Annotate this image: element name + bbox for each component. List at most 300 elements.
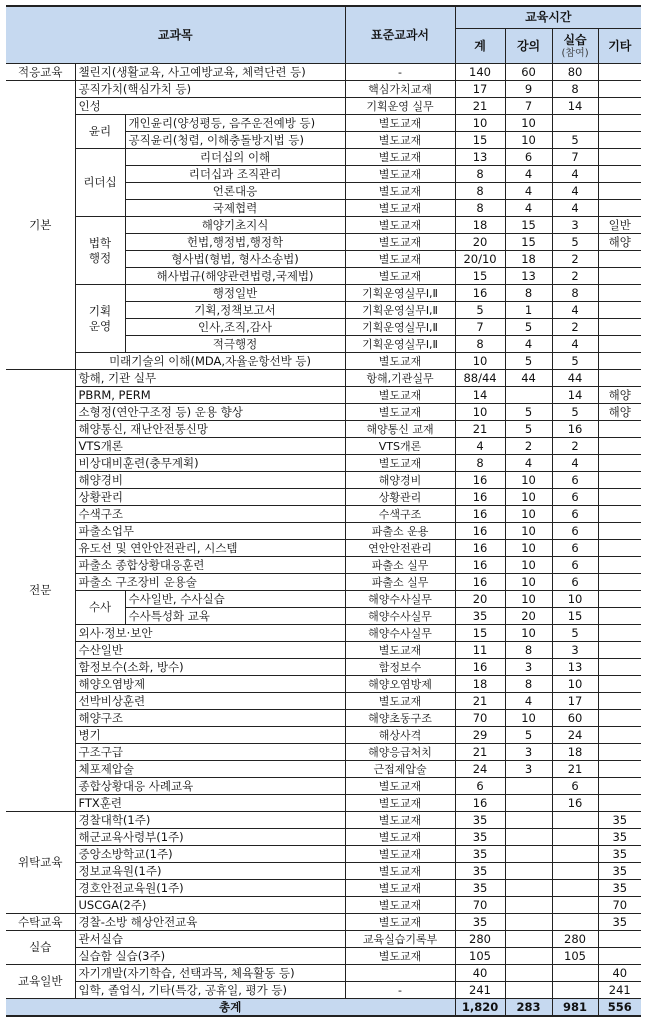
table-row bbox=[6, 965, 641, 982]
other-cell: 35 bbox=[598, 846, 641, 863]
practice-hours-cell: 44 bbox=[552, 370, 598, 387]
total-hours-cell: 14 bbox=[455, 387, 505, 404]
textbook-cell: 별도교재 bbox=[345, 693, 455, 710]
total-hours-cell: 35 bbox=[455, 863, 505, 880]
textbook-cell: 별도교재 bbox=[345, 217, 455, 234]
total-hours-cell: 105 bbox=[455, 948, 505, 965]
practice-hours-cell: 14 bbox=[552, 98, 598, 115]
textbook-cell: 파출소 실무 bbox=[345, 574, 455, 591]
lecture-hours-cell: 9 bbox=[505, 81, 552, 98]
header-practice bbox=[552, 29, 598, 64]
textbook-cell: 별도교재 bbox=[345, 268, 455, 285]
total-hours-cell: 16 bbox=[455, 540, 505, 557]
total-hours-cell: 35 bbox=[455, 608, 505, 625]
subject-cell: 체포제압술 bbox=[75, 761, 345, 778]
practice-hours-cell: 10 bbox=[552, 676, 598, 693]
other-cell bbox=[598, 948, 641, 965]
practice-hours-cell: 6 bbox=[552, 472, 598, 489]
textbook-cell: 별도교재 bbox=[345, 132, 455, 149]
table-row bbox=[6, 387, 641, 404]
other-cell bbox=[598, 693, 641, 710]
table-row bbox=[6, 914, 641, 931]
total-hours-cell: 21 bbox=[455, 693, 505, 710]
lecture-hours-cell: 5 bbox=[505, 353, 552, 370]
other-cell bbox=[598, 506, 641, 523]
other-cell bbox=[598, 710, 641, 727]
category-cell: 전문 bbox=[6, 370, 75, 812]
textbook-cell: 해양초동구조 bbox=[345, 710, 455, 727]
total-hours-cell: 21 bbox=[455, 98, 505, 115]
subject-cell: 상황관리 bbox=[75, 489, 345, 506]
lecture-hours-cell: 1 bbox=[505, 302, 552, 319]
practice-hours-cell: 5 bbox=[552, 132, 598, 149]
header-practice-sub: (참여) bbox=[561, 48, 589, 59]
header-subject: 교과목 bbox=[6, 6, 345, 64]
other-cell: 35 bbox=[598, 863, 641, 880]
lecture-hours-cell: 4 bbox=[505, 693, 552, 710]
practice-hours-cell: 2 bbox=[552, 319, 598, 336]
total-hours-cell: 35 bbox=[455, 914, 505, 931]
subject-cell: 항해, 기관 실무 bbox=[75, 370, 345, 387]
total-hours-cell: 4 bbox=[455, 438, 505, 455]
lecture-hours-cell: 5 bbox=[505, 421, 552, 438]
lecture-hours-cell: 15 bbox=[505, 217, 552, 234]
other-cell bbox=[598, 523, 641, 540]
textbook-cell: 별도교재 bbox=[345, 812, 455, 829]
total-hours-cell: 35 bbox=[455, 880, 505, 897]
other-cell: 241 bbox=[598, 982, 641, 999]
table-row bbox=[6, 846, 641, 863]
lecture-hours-cell: 3 bbox=[505, 761, 552, 778]
subject-cell: 종합상황대응 사례교육 bbox=[75, 778, 345, 795]
practice-hours-cell: 4 bbox=[552, 166, 598, 183]
category-cell: 적응교육 bbox=[6, 64, 75, 81]
textbook-cell: 기획운영실무Ⅰ,Ⅱ bbox=[345, 285, 455, 302]
textbook-cell: 별도교재 bbox=[345, 863, 455, 880]
other-cell: 35 bbox=[598, 829, 641, 846]
other-cell bbox=[598, 64, 641, 81]
other-cell bbox=[598, 659, 641, 676]
subject-cell: 해양경비 bbox=[75, 472, 345, 489]
table-row bbox=[6, 489, 641, 506]
other-cell: 70 bbox=[598, 897, 641, 914]
total-hours-cell: 5 bbox=[455, 302, 505, 319]
table-row bbox=[6, 64, 641, 81]
total-hours-cell: 35 bbox=[455, 846, 505, 863]
total-hours-cell: 88/44 bbox=[455, 370, 505, 387]
subject-cell: 언론대응 bbox=[125, 183, 345, 200]
lecture-hours-cell: 8 bbox=[505, 676, 552, 693]
subject-cell: 리더십의 이해 bbox=[125, 149, 345, 166]
other-cell: 40 bbox=[598, 965, 641, 982]
total-hours-cell: 11 bbox=[455, 642, 505, 659]
textbook-cell: 핵심가치교재 bbox=[345, 81, 455, 98]
category-cell: 수탁교육 bbox=[6, 914, 75, 931]
textbook-cell: 교육실습기록부 bbox=[345, 931, 455, 948]
subject-cell: 소형정(연안구조정 등) 운용 향상 bbox=[75, 404, 345, 421]
other-cell: 35 bbox=[598, 914, 641, 931]
subject-cell: 인사,조직,감사 bbox=[125, 319, 345, 336]
total-hours-cell: 16 bbox=[455, 472, 505, 489]
subject-cell: 헌법,행정법,행정학 bbox=[125, 234, 345, 251]
other-cell bbox=[598, 931, 641, 948]
table-row bbox=[6, 115, 641, 132]
subject-cell: 경찰대학(1주) bbox=[75, 812, 345, 829]
lecture-hours-cell: 5 bbox=[505, 727, 552, 744]
practice-hours-cell: 105 bbox=[552, 948, 598, 965]
subject-cell: 해양기초지식 bbox=[125, 217, 345, 234]
total-hours-cell: 16 bbox=[455, 489, 505, 506]
textbook-cell: 함정보수 bbox=[345, 659, 455, 676]
category-cell: 기본 bbox=[6, 81, 75, 370]
lecture-hours-cell: 10 bbox=[505, 489, 552, 506]
table-row bbox=[6, 506, 641, 523]
lecture-hours-cell: 10 bbox=[505, 557, 552, 574]
category-cell: 실습 bbox=[6, 931, 75, 965]
other-cell: 35 bbox=[598, 812, 641, 829]
other-cell bbox=[598, 200, 641, 217]
lecture-hours-cell: 4 bbox=[505, 336, 552, 353]
curriculum-table bbox=[6, 5, 641, 1017]
lecture-hours-cell bbox=[505, 829, 552, 846]
total-hours-cell: 16 bbox=[455, 795, 505, 812]
lecture-hours-cell: 10 bbox=[505, 523, 552, 540]
practice-hours-cell: 6 bbox=[552, 523, 598, 540]
other-cell: 해양 bbox=[598, 234, 641, 251]
practice-hours-cell: 24 bbox=[552, 727, 598, 744]
subject-cell: 관서실습 bbox=[75, 931, 345, 948]
practice-hours-cell: 6 bbox=[552, 506, 598, 523]
textbook-cell: 별도교재 bbox=[345, 115, 455, 132]
group-cell: 리더십 bbox=[75, 149, 125, 217]
textbook-cell: 기획운영실무Ⅰ,Ⅱ bbox=[345, 319, 455, 336]
lecture-hours-cell: 2 bbox=[505, 438, 552, 455]
total-hours-cell: 17 bbox=[455, 81, 505, 98]
lecture-hours-cell: 6 bbox=[505, 149, 552, 166]
lecture-hours-cell bbox=[505, 795, 552, 812]
table-row bbox=[6, 455, 641, 472]
table-row bbox=[6, 812, 641, 829]
table-row bbox=[6, 948, 641, 965]
textbook-cell: 별도교재 bbox=[345, 183, 455, 200]
other-cell bbox=[598, 557, 641, 574]
table-row bbox=[6, 438, 641, 455]
other-cell: 해양 bbox=[598, 387, 641, 404]
other-cell bbox=[598, 302, 641, 319]
table-row bbox=[6, 98, 641, 115]
other-cell bbox=[598, 472, 641, 489]
table-row bbox=[6, 931, 641, 948]
table-row bbox=[6, 557, 641, 574]
textbook-cell: 별도교재 bbox=[345, 642, 455, 659]
textbook-cell: 별도교재 bbox=[345, 404, 455, 421]
other-cell bbox=[598, 285, 641, 302]
textbook-cell: 별도교재 bbox=[345, 200, 455, 217]
lecture-hours-cell: 4 bbox=[505, 455, 552, 472]
total-hours-cell: 8 bbox=[455, 183, 505, 200]
lecture-hours-cell: 10 bbox=[505, 132, 552, 149]
subject-cell: 공직윤리(청렴, 이해충돌방지법 등) bbox=[125, 132, 345, 149]
textbook-cell: VTS개론 bbox=[345, 438, 455, 455]
textbook-cell: 별도교재 bbox=[345, 846, 455, 863]
total-hours-cell: 40 bbox=[455, 965, 505, 982]
lecture-hours-cell bbox=[505, 387, 552, 404]
table-row bbox=[6, 149, 641, 166]
practice-hours-cell: 280 bbox=[552, 931, 598, 948]
textbook-cell: 연안안전관리 bbox=[345, 540, 455, 557]
subject-cell: 경찰-소방 해상안전교육 bbox=[75, 914, 345, 931]
other-cell: 35 bbox=[598, 880, 641, 897]
lecture-hours-cell bbox=[505, 778, 552, 795]
practice-hours-cell: 5 bbox=[552, 625, 598, 642]
textbook-cell: 항해,기관실무 bbox=[345, 370, 455, 387]
textbook-cell: 별도교재 bbox=[345, 353, 455, 370]
header-hours: 교육시간 bbox=[455, 6, 641, 29]
subject-cell: 입학, 졸업식, 기타(특강, 공휴일, 평가 등) bbox=[75, 982, 345, 999]
practice-hours-cell bbox=[552, 812, 598, 829]
practice-hours-cell: 5 bbox=[552, 404, 598, 421]
lecture-hours-cell: 60 bbox=[505, 64, 552, 81]
lecture-hours-cell: 3 bbox=[505, 744, 552, 761]
total-hours-cell: 20/10 bbox=[455, 251, 505, 268]
practice-hours-cell bbox=[552, 965, 598, 982]
subject-cell: 미래기술의 이해(MDA,자율운항선박 등) bbox=[75, 353, 345, 370]
subject-cell: 병기 bbox=[75, 727, 345, 744]
other-cell bbox=[598, 251, 641, 268]
table-row bbox=[6, 676, 641, 693]
table-row bbox=[6, 625, 641, 642]
textbook-cell: 별도교재 bbox=[345, 795, 455, 812]
other-cell bbox=[598, 132, 641, 149]
table-row bbox=[6, 710, 641, 727]
practice-hours-cell: 7 bbox=[552, 149, 598, 166]
total-hours-cell: 16 bbox=[455, 557, 505, 574]
subject-cell: 형사법(형법, 형사소송법) bbox=[125, 251, 345, 268]
group-cell: 기획 운영 bbox=[75, 285, 125, 353]
lecture-hours-cell: 3 bbox=[505, 659, 552, 676]
practice-hours-cell: 4 bbox=[552, 336, 598, 353]
table-row bbox=[6, 523, 641, 540]
textbook-cell: 해양응급처치 bbox=[345, 744, 455, 761]
lecture-hours-cell: 18 bbox=[505, 251, 552, 268]
practice-hours-cell bbox=[552, 846, 598, 863]
subject-cell: 파출소업무 bbox=[75, 523, 345, 540]
practice-hours-cell: 6 bbox=[552, 540, 598, 557]
textbook-cell: 별도교재 bbox=[345, 149, 455, 166]
textbook-cell: 근접제압술 bbox=[345, 761, 455, 778]
practice-hours-cell: 18 bbox=[552, 744, 598, 761]
subject-cell: 실습함 실습(3주) bbox=[75, 948, 345, 965]
other-cell bbox=[598, 336, 641, 353]
subject-cell: 파출소 종합상황대응훈련 bbox=[75, 557, 345, 574]
practice-hours-cell bbox=[552, 829, 598, 846]
total-hours-cell: 21 bbox=[455, 421, 505, 438]
textbook-cell: 기획운영실무Ⅰ,Ⅱ bbox=[345, 336, 455, 353]
other-cell bbox=[598, 591, 641, 608]
table-row bbox=[6, 880, 641, 897]
practice-hours-cell: 21 bbox=[552, 761, 598, 778]
subject-cell: 챌린지(생활교육, 사고예방교육, 체력단련 등) bbox=[75, 64, 345, 81]
table-row bbox=[6, 744, 641, 761]
lecture-hours-cell: 10 bbox=[505, 591, 552, 608]
other-cell bbox=[598, 761, 641, 778]
other-cell: 일반 bbox=[598, 217, 641, 234]
total-hours: 1,820 bbox=[455, 999, 505, 1017]
practice-hours-cell: 4 bbox=[552, 302, 598, 319]
total-hours-cell: 16 bbox=[455, 523, 505, 540]
practice-hours-cell: 80 bbox=[552, 64, 598, 81]
table-row bbox=[6, 693, 641, 710]
total-hours-cell: 16 bbox=[455, 285, 505, 302]
table-row bbox=[6, 591, 641, 608]
total-hours-cell: 18 bbox=[455, 676, 505, 693]
lecture-hours-cell: 10 bbox=[505, 574, 552, 591]
lecture-hours-cell bbox=[505, 982, 552, 999]
table-row bbox=[6, 659, 641, 676]
subject-cell: 정보교육원(1주) bbox=[75, 863, 345, 880]
practice-hours-cell: 5 bbox=[552, 353, 598, 370]
subject-cell: 해사법규(해양관련법령,국제법) bbox=[125, 268, 345, 285]
practice-hours-cell: 13 bbox=[552, 659, 598, 676]
other-cell bbox=[598, 574, 641, 591]
total-hours-cell: 13 bbox=[455, 149, 505, 166]
practice-hours-cell: 17 bbox=[552, 693, 598, 710]
textbook-cell: 파출소 운용 bbox=[345, 523, 455, 540]
textbook-cell: 해양수사실무 bbox=[345, 625, 455, 642]
practice-hours-cell: 2 bbox=[552, 438, 598, 455]
lecture-hours-cell: 8 bbox=[505, 285, 552, 302]
textbook-cell: 별도교재 bbox=[345, 914, 455, 931]
total-hours-cell: 35 bbox=[455, 829, 505, 846]
textbook-cell: 해양수사실무 bbox=[345, 591, 455, 608]
lecture-hours-cell: 5 bbox=[505, 404, 552, 421]
subject-cell: USCGA(2주) bbox=[75, 897, 345, 914]
subject-cell: 경호안전교육원(1주) bbox=[75, 880, 345, 897]
lecture-hours-cell bbox=[505, 948, 552, 965]
total-hours-cell: 18 bbox=[455, 217, 505, 234]
practice-hours-cell: 4 bbox=[552, 455, 598, 472]
subject-cell: 함정보수(소화, 방수) bbox=[75, 659, 345, 676]
total-hours-cell: 8 bbox=[455, 336, 505, 353]
total-hours-cell: 280 bbox=[455, 931, 505, 948]
practice-hours-cell: 8 bbox=[552, 285, 598, 302]
subject-cell: 해양오염방제 bbox=[75, 676, 345, 693]
practice-hours-cell: 3 bbox=[552, 642, 598, 659]
other-cell bbox=[598, 625, 641, 642]
practice-hours-cell: 6 bbox=[552, 557, 598, 574]
textbook-cell: 해양수사실무 bbox=[345, 608, 455, 625]
category-cell: 위탁교육 bbox=[6, 812, 75, 914]
other-cell bbox=[598, 268, 641, 285]
category-cell: 교육일반 bbox=[6, 965, 75, 999]
textbook-cell: 별도교재 bbox=[345, 234, 455, 251]
total-hours-cell: 20 bbox=[455, 234, 505, 251]
practice-hours-cell: 3 bbox=[552, 217, 598, 234]
group-cell: 법학 행정 bbox=[75, 217, 125, 285]
table-row bbox=[6, 217, 641, 234]
total-hours-cell: 15 bbox=[455, 268, 505, 285]
total-hours-cell: 8 bbox=[455, 200, 505, 217]
subject-cell: 국제협력 bbox=[125, 200, 345, 217]
lecture-hours-cell bbox=[505, 812, 552, 829]
other-cell bbox=[598, 149, 641, 166]
lecture-hours-cell: 4 bbox=[505, 200, 552, 217]
subject-cell: 중앙소방학교(1주) bbox=[75, 846, 345, 863]
header-other: 기타 bbox=[598, 29, 641, 64]
table-row bbox=[6, 761, 641, 778]
subject-cell: 기획,정책보고서 bbox=[125, 302, 345, 319]
lecture-hours-cell: 10 bbox=[505, 115, 552, 132]
subject-cell: 인성 bbox=[75, 98, 345, 115]
lecture-hours-cell: 15 bbox=[505, 234, 552, 251]
subject-cell: 구조구급 bbox=[75, 744, 345, 761]
total-hours-cell: 241 bbox=[455, 982, 505, 999]
other-cell bbox=[598, 98, 641, 115]
table-row bbox=[6, 404, 641, 421]
practice-hours-cell: 4 bbox=[552, 200, 598, 217]
other-cell bbox=[598, 727, 641, 744]
total-hours-cell: 29 bbox=[455, 727, 505, 744]
total-hours-cell: 10 bbox=[455, 404, 505, 421]
practice-hours-cell: 6 bbox=[552, 778, 598, 795]
lecture-hours-cell: 20 bbox=[505, 608, 552, 625]
subject-cell: 개인윤리(양성평등, 음주운전예방 등) bbox=[125, 115, 345, 132]
other-cell bbox=[598, 744, 641, 761]
subject-cell: 선박비상훈련 bbox=[75, 693, 345, 710]
other-cell bbox=[598, 676, 641, 693]
lecture-hours-cell: 4 bbox=[505, 183, 552, 200]
textbook-cell bbox=[345, 965, 455, 982]
total-hours-cell: 10 bbox=[455, 353, 505, 370]
textbook-cell: 기획운영 실무 bbox=[345, 98, 455, 115]
lecture-hours-cell: 10 bbox=[505, 710, 552, 727]
table-row bbox=[6, 778, 641, 795]
total-hours-cell: 70 bbox=[455, 710, 505, 727]
total-hours-cell: 8 bbox=[455, 166, 505, 183]
other-cell bbox=[598, 81, 641, 98]
total-hours-cell: 6 bbox=[455, 778, 505, 795]
subject-cell: VTS개론 bbox=[75, 438, 345, 455]
other-cell bbox=[598, 353, 641, 370]
practice-hours-cell: 14 bbox=[552, 387, 598, 404]
table-row bbox=[6, 421, 641, 438]
table-row bbox=[6, 727, 641, 744]
lecture-hours-cell: 4 bbox=[505, 166, 552, 183]
table-row bbox=[6, 472, 641, 489]
total-hours-cell: 15 bbox=[455, 132, 505, 149]
header-practice-label: 실습 bbox=[563, 33, 587, 47]
other-cell bbox=[598, 778, 641, 795]
lecture-hours-cell: 13 bbox=[505, 268, 552, 285]
subject-cell: 해양통신, 재난안전통신망 bbox=[75, 421, 345, 438]
subject-cell: 해군교육사령부(1주) bbox=[75, 829, 345, 846]
subject-cell: PBRM, PERM bbox=[75, 387, 345, 404]
total-label: 총계 bbox=[6, 999, 455, 1017]
textbook-cell: 별도교재 bbox=[345, 948, 455, 965]
header-lecture: 강의 bbox=[505, 29, 552, 64]
other-cell bbox=[598, 540, 641, 557]
total-lecture: 283 bbox=[505, 999, 552, 1017]
lecture-hours-cell bbox=[505, 880, 552, 897]
lecture-hours-cell: 10 bbox=[505, 540, 552, 557]
other-cell bbox=[598, 370, 641, 387]
table-row bbox=[6, 574, 641, 591]
total-hours-cell: 140 bbox=[455, 64, 505, 81]
total-hours-cell: 16 bbox=[455, 506, 505, 523]
total-hours-cell: 7 bbox=[455, 319, 505, 336]
subject-cell: 적극행정 bbox=[125, 336, 345, 353]
practice-hours-cell bbox=[552, 897, 598, 914]
